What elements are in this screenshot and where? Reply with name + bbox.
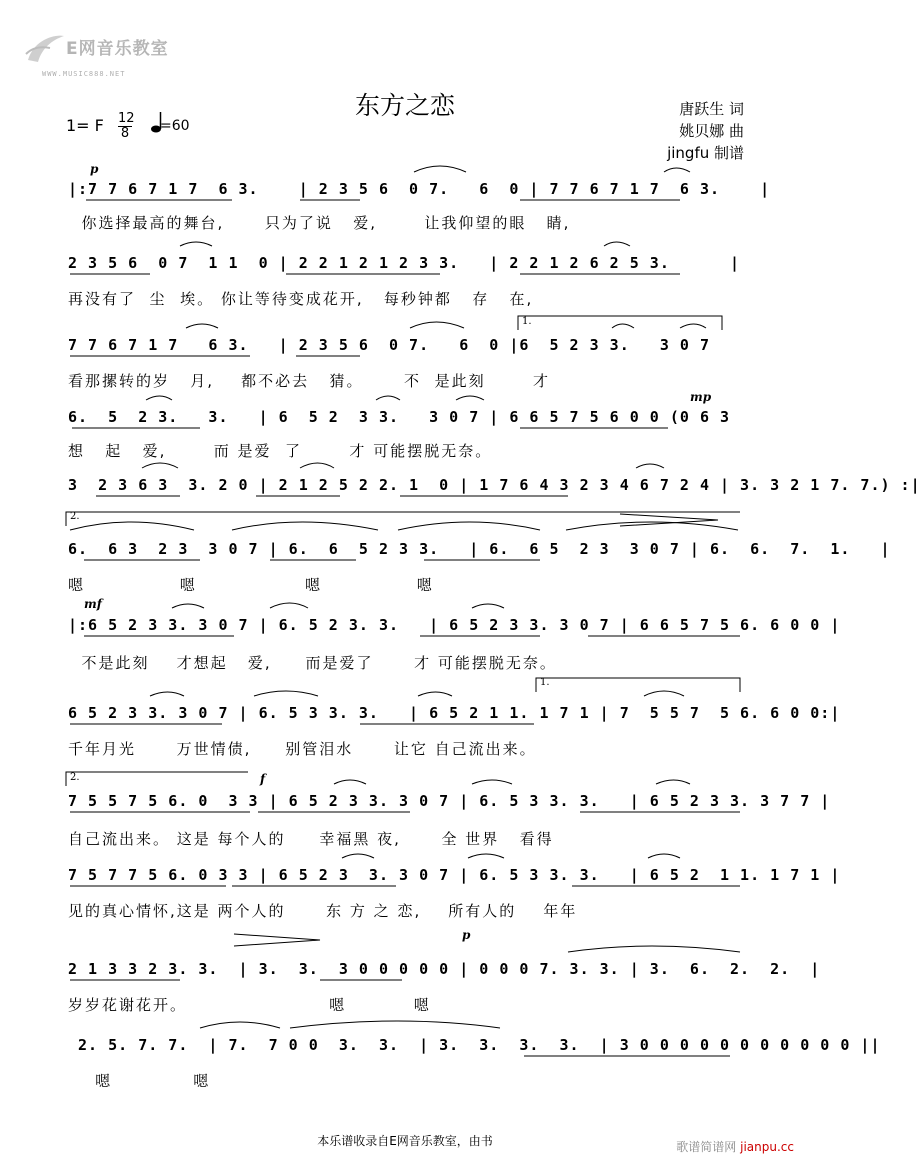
lyric-line-2: 再没有了 尘 埃。 你让等待变成花开, 每秒钟都 存 在,: [68, 290, 534, 308]
volta-2b: 2.: [70, 772, 80, 783]
music-line-5: 3 2 3 6 3 3. 2 0 | 2 1 2 5 2 2. 1 0 | 1 7 6 4 3 2 3 4 6 7 2 4 | 3. 3 2 1 7. 7.) :|: [68, 476, 921, 494]
arranger-credit: jingfu 制谱: [667, 144, 744, 162]
music-line-4: 6. 5 2 3. 3. | 6 5 2 3 3. 3 0 7 | 6 6 5 7 5 6 0 0 (0 6 3: [68, 408, 731, 426]
lyric-line-12: 嗯 嗯: [68, 1072, 211, 1090]
music-line-11: 2 1 3 3 2 3. 3. | 3. 3. 3 0 0 0 0 0 | 0 0 0 7. 3. 3. | 3. 6. 2. 2. |: [68, 960, 821, 978]
lyric-line-11: 岁岁花谢花开。 嗯 嗯: [68, 996, 431, 1014]
logo-name: E网音乐教室: [66, 39, 169, 59]
lyric-line-10: 见的真心情怀,这是 两个人的 东 方 之 恋, 所有人的 年年: [68, 902, 578, 920]
watermark-prefix: 歌谱简谱网: [676, 1140, 737, 1154]
lyric-line-6: 嗯 嗯 嗯 嗯: [68, 576, 434, 594]
lyric-line-7: 不是此刻 才想起 爱, 而是爱了 才 可能摆脱无奈。: [68, 654, 557, 672]
time-bottom: 8: [118, 126, 132, 141]
slur: [414, 166, 466, 172]
lyricist-credit: 唐跃生 词: [679, 100, 744, 118]
music-line-3: 7 7 6 7 1 7 6 3. | 2 3 5 6 0 7. 6 0 |6 5 2 3 3. 3 0 7: [68, 336, 731, 354]
tempo-mark: =60: [160, 118, 190, 134]
lyric-line-1: 你选择最高的舞台, 只为了说 爱, 让我仰望的眼 睛,: [68, 214, 571, 232]
lyric-line-4: 想 起 爱, 而 是爱 了 才 可能摆脱无奈。: [68, 442, 493, 460]
watermark: [676, 1138, 794, 1155]
key-signature: 1= F: [66, 116, 104, 135]
dynamic-p: p: [90, 162, 99, 176]
logo-url: WWW.MUSIC888.NET: [42, 70, 126, 78]
dynamic-mp: mp: [690, 390, 712, 404]
lyric-line-3: 看那摞转的岁 月, 都不必去 猜。 不 是此刻 才: [68, 372, 550, 390]
footer-note: 本乐谱收录自E网音乐教室，由书: [317, 1134, 493, 1148]
music-line-1: |:7 7 6 7 1 7 6 3. | 2 3 5 6 0 7. 6 0 | 7 7 6 7 1 7 6 3. |: [68, 180, 771, 198]
volta-1b: 1.: [540, 677, 550, 688]
music-line-7: |:6 5 2 3 3. 3 0 7 | 6. 5 2 3. 3. | 6 5 2 3 3. 3 0 7 | 6 6 5 7 5 6. 6 0 0 |: [68, 616, 841, 634]
time-top: 12: [118, 111, 135, 126]
volta-1: 1.: [522, 316, 532, 327]
music-line-12: 2. 5. 7. 7. | 7. 7 0 0 3. 3. | 3. 3. 3. 3. | 3 0 0 0 0 0 0 0 0 0 0 0 ||: [68, 1036, 881, 1054]
volta-2: 2.: [70, 511, 80, 522]
dynamic-p-2: p: [462, 928, 471, 942]
music-line-6: 6. 6 3 2 3 3 0 7 | 6. 6 5 2 3 3. | 6. 6 5 2 3 3 0 7 | 6. 6. 7. 1. |: [68, 540, 891, 558]
music-line-9: 7 5 5 7 5 6. 0 3 3 | 6 5 2 3 3. 3 0 7 | 6. 5 3 3. 3. | 6 5 2 3 3. 3 7 7 |: [68, 792, 831, 810]
composer-credit: 姚贝娜 曲: [679, 122, 744, 140]
song-title: 东方之恋: [354, 91, 455, 120]
lyric-line-9: 自己流出来。 这是 每个人的 幸福黑 夜, 全 世界 看得: [68, 830, 554, 848]
music-line-10: 7 5 7 7 5 6. 0 3 3 | 6 5 2 3 3. 3 0 7 | 6. 5 3 3. 3. | 6 5 2 1 1. 1 7 1 |: [68, 866, 841, 884]
lyric-line-8: 千年月光 万世情债, 别管泪水 让它 自己流出来。: [68, 740, 537, 758]
music-line-2: 2 3 5 6 0 7 1 1 0 | 2 2 1 2 1 2 3 3. | 2 2 1 2 6 2 5 3. |: [68, 254, 741, 272]
slur: [664, 168, 690, 172]
dynamic-f: f: [260, 772, 266, 786]
watermark-site: jianpu.cc: [740, 1140, 794, 1154]
dynamic-mf: mf: [84, 597, 102, 611]
music-line-8: 6 5 2 3 3. 3 0 7 | 6. 5 3 3. 3. | 6 5 2 1 1. 1 7 1 | 7 5 5 7 5 6. 6 0 0:|: [68, 704, 841, 722]
